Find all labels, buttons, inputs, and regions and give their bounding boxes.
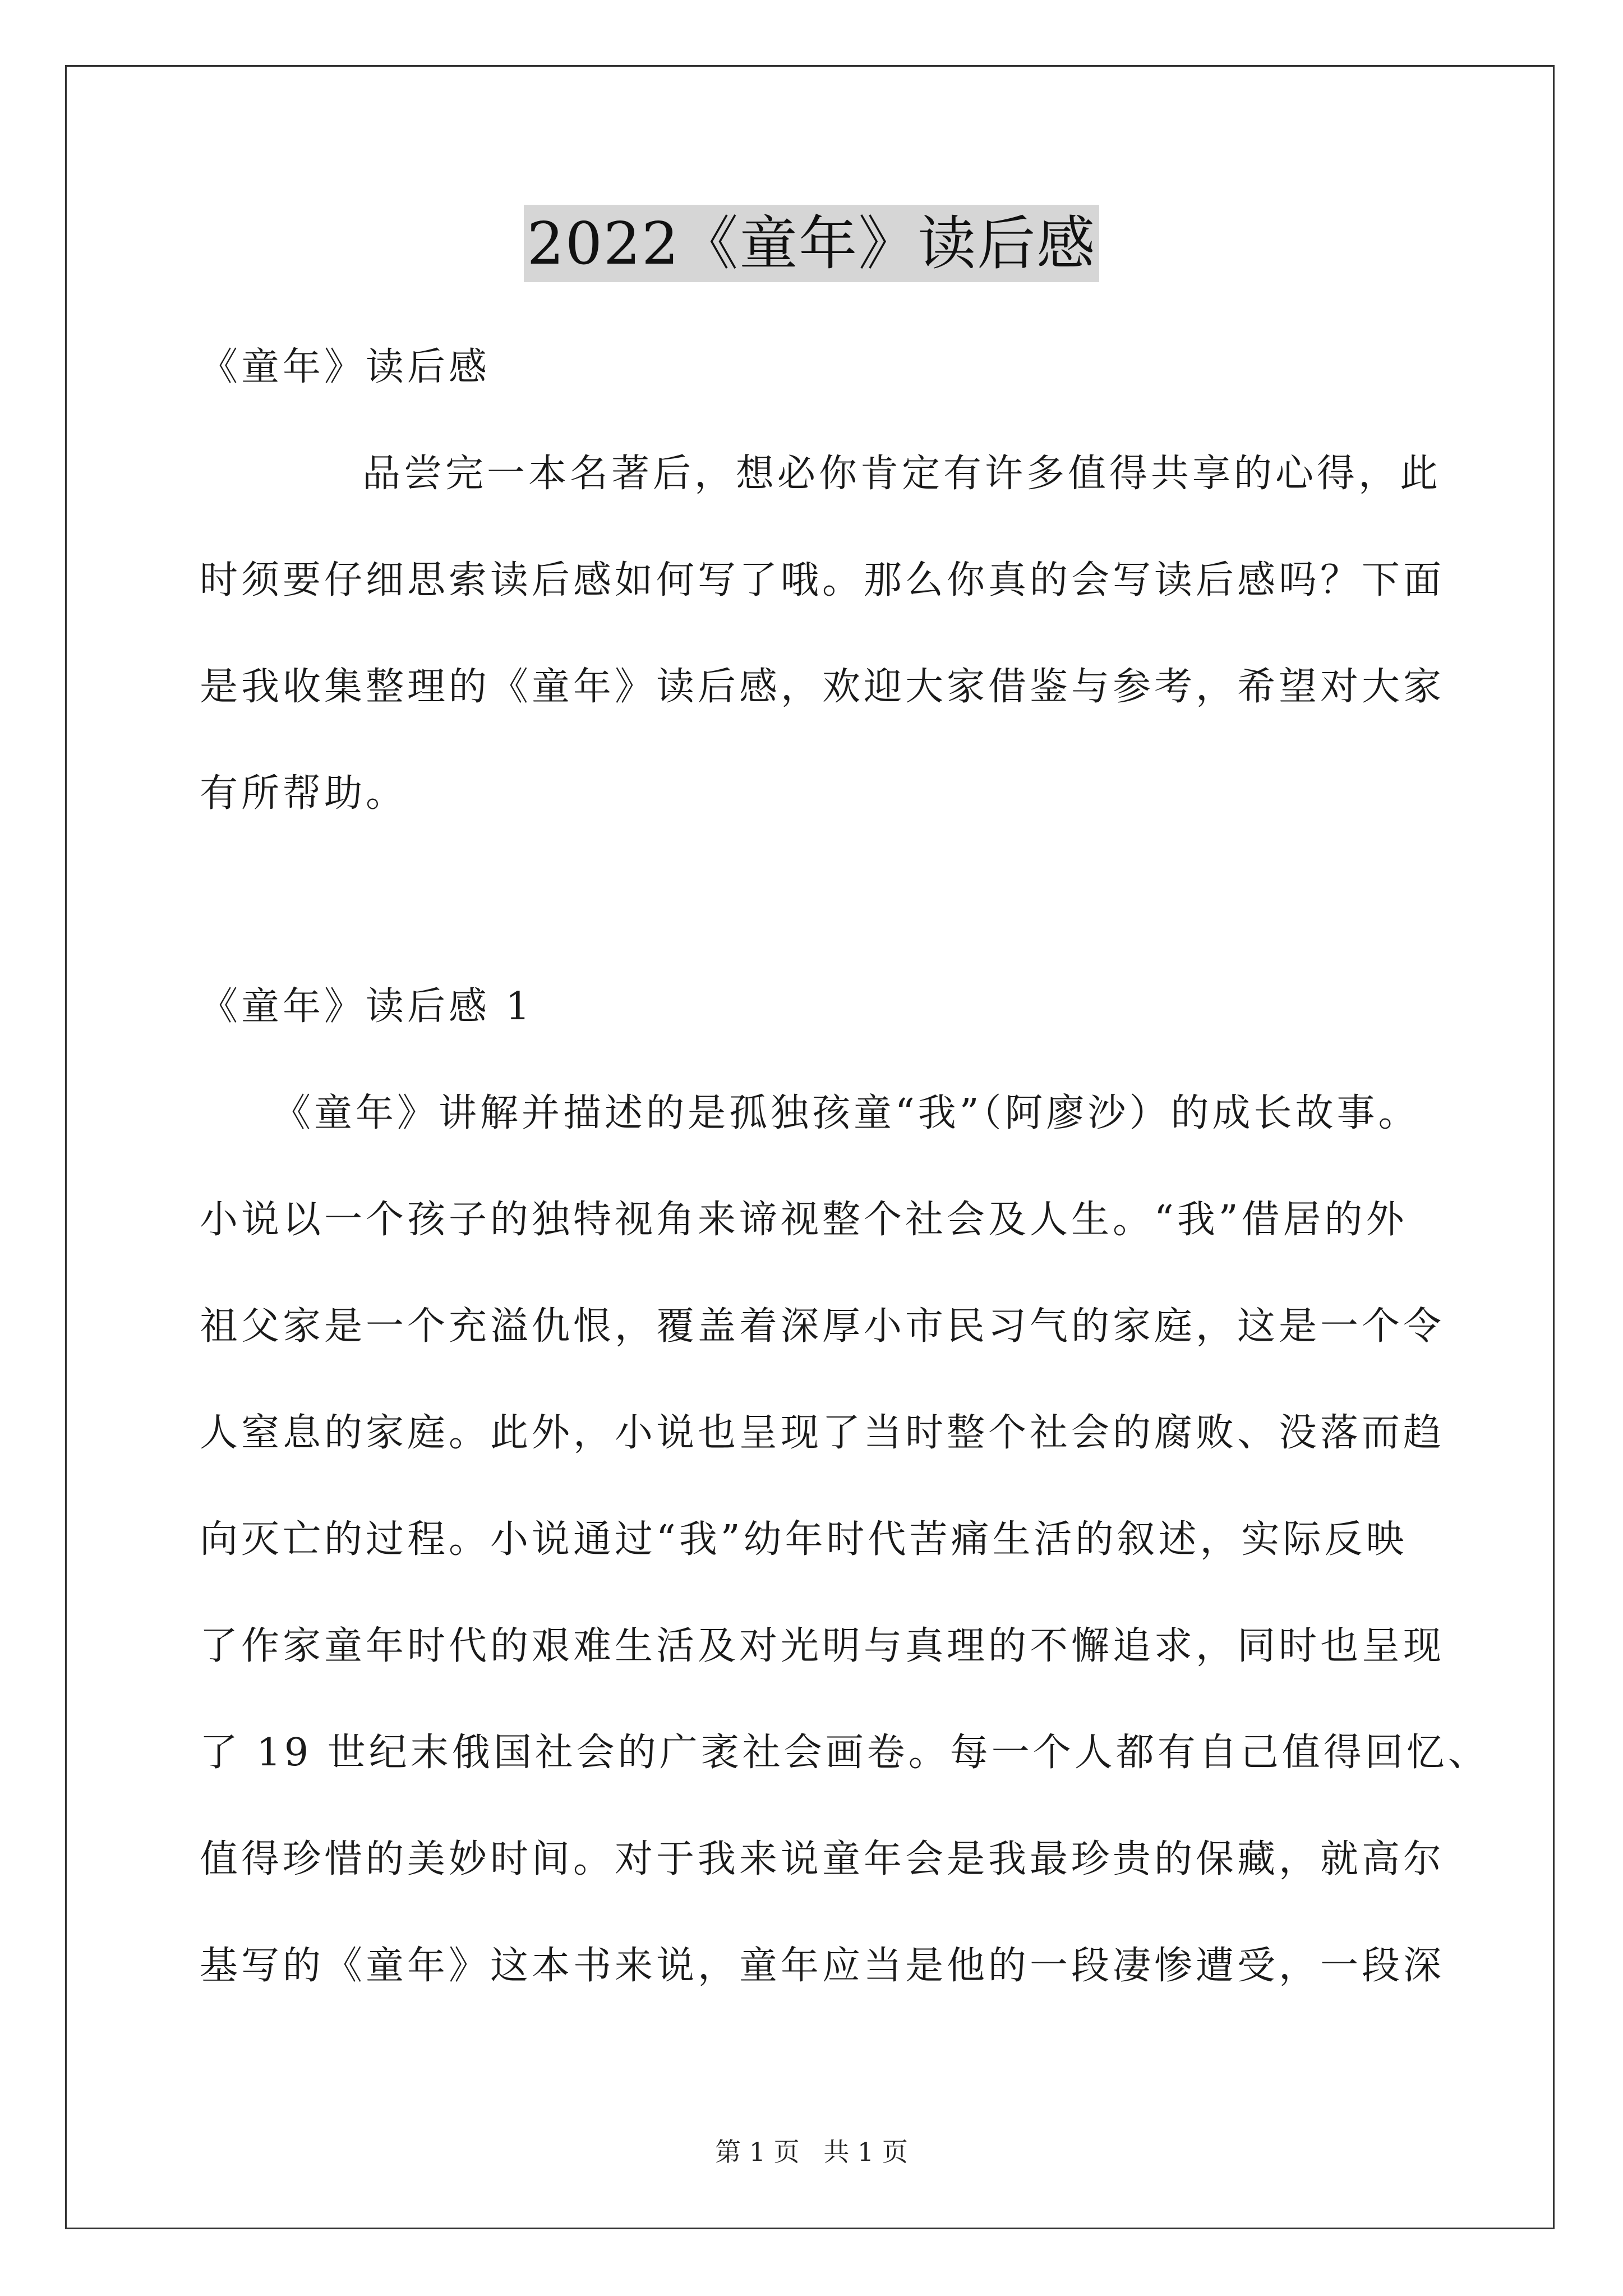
section1-line: 了 19 世纪末俄国社会的广袤社会画卷。每一个人都有自己值得回忆、 xyxy=(200,1731,1490,1775)
intro-line: 有所帮助。 xyxy=(200,771,408,816)
page-total: 共 1 页 xyxy=(823,2137,908,2167)
section1-heading: 《童年》读后感 1 xyxy=(200,984,533,1029)
intro-line: 品尝完一本名著后，想必你肯定有许多值得共享的心得，此 xyxy=(362,452,1442,496)
document-body xyxy=(200,314,1490,2019)
heading: 《童年》读后感 xyxy=(200,345,491,389)
section1-line: 基写的《童年》这本书来说，童年应当是他的一段凄惨遭受，一段深 xyxy=(200,1944,1445,1988)
section1-line: 《童年》讲解并描述的是孤独孩童“我”（阿廖沙）的成长故事。 xyxy=(273,1091,1420,1135)
paragraph-spacer xyxy=(200,847,1433,954)
intro-line: 是我收集整理的《童年》读后感，欢迎大家借鉴与参考，希望对大家 xyxy=(200,665,1445,709)
document-title: 2022《童年》读后感 xyxy=(524,205,1100,282)
section1-line: 了作家童年时代的艰难生活及对光明与真理的不懈追求，同时也呈现 xyxy=(200,1624,1445,1668)
title-container xyxy=(0,205,1623,282)
page-number: 第 1 页 xyxy=(715,2137,800,2167)
section1-line: 向灭亡的过程。小说通过“我”幼年时代苦痛生活的叙述，实际反映 xyxy=(200,1517,1408,1562)
section1-line: 人窒息的家庭。此外，小说也呈现了当时整个社会的腐败、没落而趋 xyxy=(200,1411,1445,1455)
page-footer xyxy=(0,2132,1623,2169)
intro-line: 时须要仔细思索读后感如何写了哦。那么你真的会写读后感吗？下面 xyxy=(200,558,1445,602)
section1-line: 祖父家是一个充溢仇恨，覆盖着深厚小市民习气的家庭，这是一个令 xyxy=(200,1304,1445,1349)
section1-line: 小说以一个孩子的独特视角来谛视整个社会及人生。“我”借居的外 xyxy=(200,1198,1408,1242)
section1-line: 值得珍惜的美妙时间。对于我来说童年会是我最珍贵的保藏，就高尔 xyxy=(200,1837,1445,1881)
